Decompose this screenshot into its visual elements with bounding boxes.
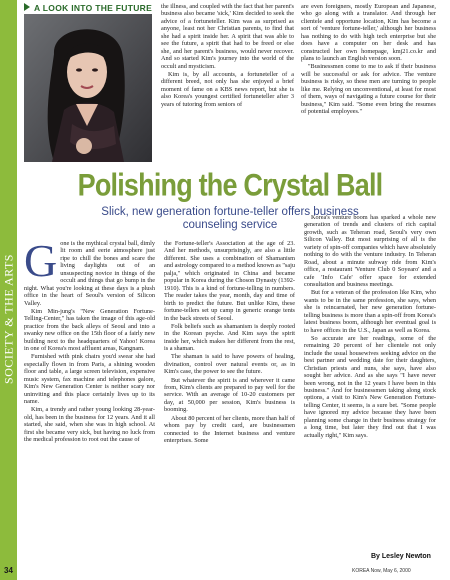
dropcap: G xyxy=(24,235,58,286)
triangle-bullet-icon xyxy=(24,3,30,11)
paragraph: the illness, and coupled with the fact that her parent's business also became 'sick,' Kim decided to seek the advice of a fortuneteller. Kim was as surprised as anyone, least not her Christian parents, to find that she had a spirit inside her. A spirit that was able to see the future, a spirit that had to be freed or else she, and her parent's business, would never recover. And so started Kim's journey into the world of the occult and mysticism. xyxy=(161,3,294,70)
paragraph: About 80 percent of her clients, more than half of whom pay by credit card, are businessmen connected to the Internet business and venture enterprises. Some xyxy=(164,414,295,444)
body-column-1 xyxy=(24,235,155,444)
paragraph: But whatever the spirit is and wherever it came from, Kim's clients are prepared to pay well for the service. With an average of 10-20 customers per day, at 50,000 per session, Kim's business is booming. xyxy=(164,376,295,414)
page-number: 34 xyxy=(4,566,13,575)
paragraph-text: one is the mythical crystal ball, dimly lit room and eerie atmosphere just ripe to chill the bones and scare the living daylights out of an unsuspecting novice in things of the occult and things that go bump in the night. What you're looking at these days is a plush office in the heart of Seoul's version of Silicon Valley. xyxy=(24,240,155,307)
top-column-2 xyxy=(301,3,436,116)
paragraph: Kim is, by all accounts, a fortuneteller of a different breed, not only has she enjoyed a brief moment of fame on a KBS news report, but she is also Korea's youngest certified fortuneteller after 3 years of tutoring from seniors of xyxy=(161,70,294,108)
paragraph: But for a veteran of the profession like Kim, who wants to be in the same profession, she says, when she is reincarnated, her new generation fortune-telling business is more than a spin-off from Korea's latest business boom, although her eventual goal is to have offices in the U.S., Japan as well as Korea. xyxy=(304,289,436,334)
portrait-photo xyxy=(24,14,152,162)
paragraph: Kim Min-jung's "New Generation Fortune-Telling-Center," has taken the image of this age-old practice from the back alleys of Seoul and into a swanky new office on the 15th floor of a fairly new building next to the headquarters of Yahoo! Korea in one of Korea's most affluent areas, Kangnam. xyxy=(24,307,155,353)
body-column-3 xyxy=(304,214,436,440)
paragraph: Korea's venture boom has sparked a whole new generation of trends and clusters of rich capital growth, such as Teheran road, Seoul's very own Silicon Valley. But most surprising of all is the variety of spin-off companies which have absolutely nothing to do with the venture industry. In Teheran Road, about a minute subway ride from Kim's office, a restaurant 'Venture Club 0 Soyearo' and a cafe 'Info Cafe' offer space for extended consultation and business meetings. xyxy=(304,214,436,289)
paragraph: Kim, a trendy and rather young looking 28-year-old, has been in the business for 12 years. And it all started, she said, when she was in high school. At first she became very sick, but having no luck from the medical profession to root out the cause of xyxy=(24,406,155,444)
top-column-1 xyxy=(161,3,294,109)
paragraph xyxy=(24,235,155,307)
body-column-2 xyxy=(164,240,295,445)
kicker-text: A LOOK INTO THE FUTURE xyxy=(34,3,153,13)
paragraph: are even foreigners, mostly European and Japanese, who go along with a translator. And through her clientele and opportune location, Kim has become a sort of 'venture fortune-teller,' although her business has nothing to do with high tech enterprise but she does have a computer on her desk and has constructed her own homepage, kmj21.co.kr and plans to launch an English version soon. xyxy=(301,3,436,63)
paragraph: "Businessmen come to me to ask if their business will be successful or ask for advice. The venture business is risky, so these men are turning to people like me. Relying on unconventional, at least for most of them, ways of navigating a future course for their business," Kim said. "Some even bring the resumes of potential employees." xyxy=(301,63,436,116)
paragraph: So accurate are her readings, some of the remaining 20 percent of her clientele not only include the usual housewives seeking advice on the best partner and wedding date for their daughters, Christian priests and nuns, she says, have also sought her advice. And as she says "I have never been wrong, not in the 12 years I have been in this business." And for businessmen taking along stock options, a visit to Kim's New Generation Fortune-telling Center, it seems, is a sure bet. "Some people have ignored my advice because they have been planning some change in their business strategy for a long time, but later they find out that I was actually right," Kim says. xyxy=(304,334,436,439)
paragraph: The shaman is said to have powers of healing, divination, control over natural events or, as in Kim's case, the power to see the future. xyxy=(164,353,295,376)
byline: By Lesley Newton xyxy=(371,553,431,560)
footer-issue: KOREA Now, May 6, 2000 xyxy=(352,568,411,574)
paragraph: Furnished with pink chairs you'd swear she had especially flown in from Paris, a shining wooden floor and table, a large screen television, expensive music system, fax machine and telephones galore, Kim's New Generation Center is neither scary nor uninviting and this place certainly lives up to its name. xyxy=(24,353,155,406)
kicker xyxy=(24,3,152,13)
headline: Polishing the Crystal Ball xyxy=(77,168,383,203)
paragraph: the Fortune-teller's Association at the age of 23. And her methods, unsurprisingly, are also a little different. She uses a combination of Shamanism and astrology compared to a method known as "saju palja," which originated in China and became popular in Korea during the Choson Dynasty (1392-1910). This is a kind of fortune-telling in numbers. The reader takes the year, month, day and time of birth to predict the future. But unlike Kim, these fortune-tellers set up camp in generic orange tents in the back streets of Seoul. xyxy=(164,240,295,322)
deck: Slick, new generation fortune-teller offers business counseling service xyxy=(101,206,359,231)
paragraph: Folk beliefs such as shamanism is deeply rooted in the Korean psyche. And Kim says the spirit inside her, which makes her different from the rest, is a shaman. xyxy=(164,322,295,353)
section-sidebar xyxy=(0,0,17,580)
section-label: SOCIETY & THE ARTS xyxy=(1,254,16,384)
